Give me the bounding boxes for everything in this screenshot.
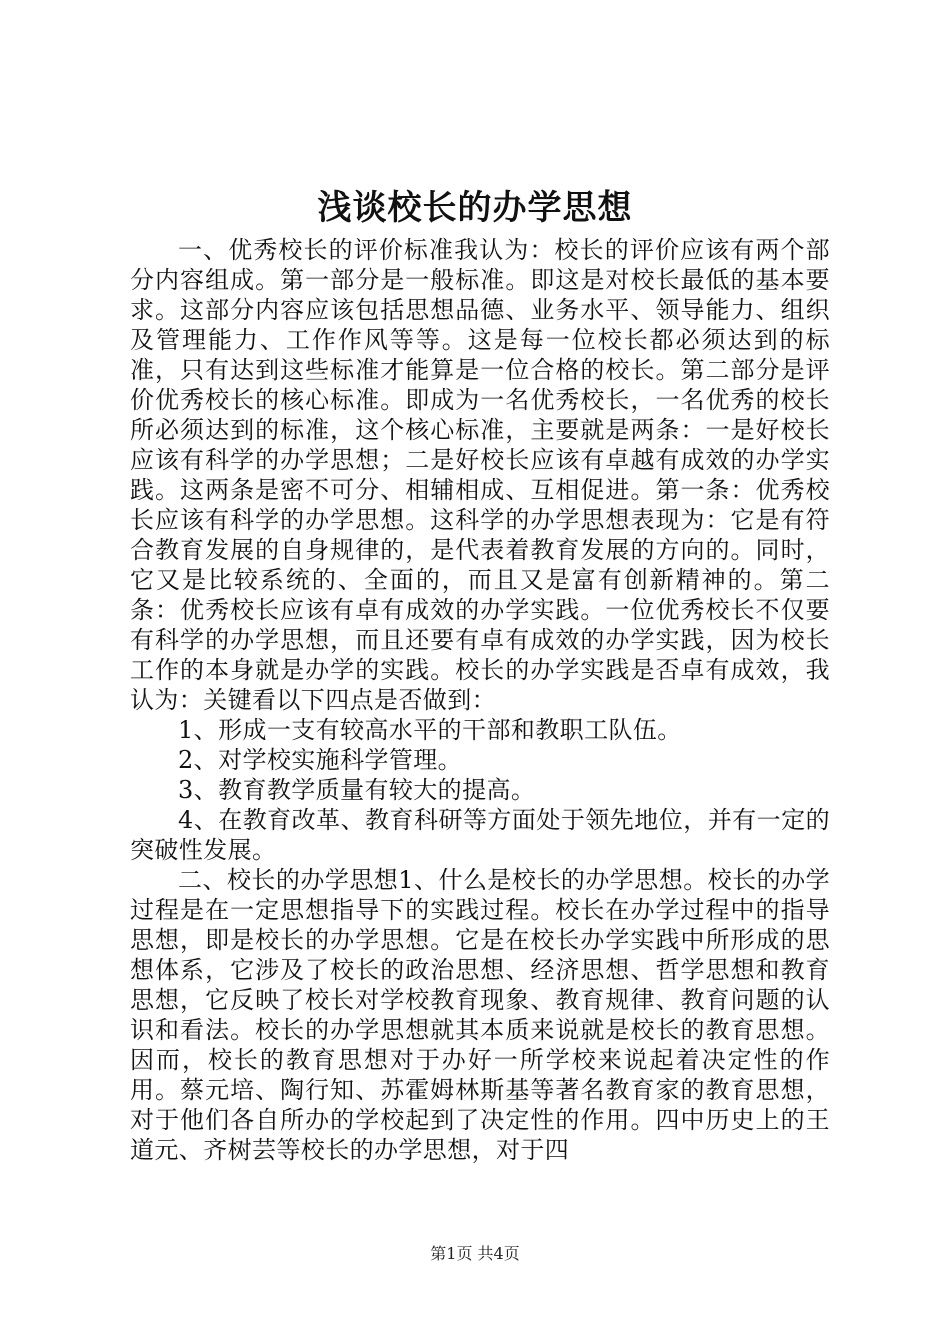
document-title: 浅谈校长的办学思想 [317,188,633,228]
document-body [130,235,830,1165]
page-footer: 第1页 共4页 [430,1244,520,1263]
list-item-point-1: 1、形成一支有较高水平的干部和教职工队伍。 [178,716,682,744]
paragraph-evaluation-standards: 一、优秀校长的评价标准我认为：校长的评价应该有两个部分内容组成。第一部分是一般标准。即这是对校长最低的基本要求。这部分内容应该包括思想品德、业务水平、领导能力、组织及管理能力、工作作风等等。这是每一位校长都必须达到的标准，只有达到这些标准才能算是一位合格的校长。第二部分是评价优秀校长的核心标准。即成为一名优秀校长，一名优秀的校长所必须达到的标准，这个核心标准，主要就是两条：一是好校长应该有科学的办学思想；二是好校长应该有卓越有成效的办学实践。这两条是密不可分、相辅相成、互相促进。第一条：优秀校长应该有科学的办学思想。这科学的办学思想表现为：它是有符合教育发展的自身规律的，是代表着教育发展的方向的。同时，它又是比较系统的、全面的，而且又是富有创新精神的。第二条：优秀校长应该有卓有成效的办学实践。一位优秀校长不仅要有科学的办学思想，而且还要有卓有成效的办学实践，因为校长工作的本身就是办学的实践。校长的办学实践是否卓有成效，我认为：关键看以下四点是否做到： [130,236,830,714]
list-item-point-4: 4、在教育改革、教育科研等方面处于领先地位，并有一定的突破性发展。 [130,806,830,864]
list-item-point-3: 3、教育教学质量有较大的提高。 [178,776,536,804]
paragraph-school-philosophy: 二、校长的办学思想1、什么是校长的办学思想。校长的办学过程是在一定思想指导下的实践过程。校长在办学过程中的指导思想，即是校长的办学思想。它是在校长办学实践中所形成的思想体系，它涉及了校长的政治思想、经济思想、哲学思想和教育思想，它反映了校长对学校教育现象、教育规律、教育问题的认识和看法。校长的办学思想就其本质来说就是校长的教育思想。因而，校长的教育思想对于办好一所学校来说起着决定性的作用。蔡元培、陶行知、苏霍姆林斯基等著名教育家的教育思想，对于他们各自所办的学校起到了决定性的作用。四中历史上的王道元、齐树芸等校长的办学思想，对于四 [130,866,830,1164]
list-item-point-2: 2、对学校实施科学管理。 [178,746,463,774]
